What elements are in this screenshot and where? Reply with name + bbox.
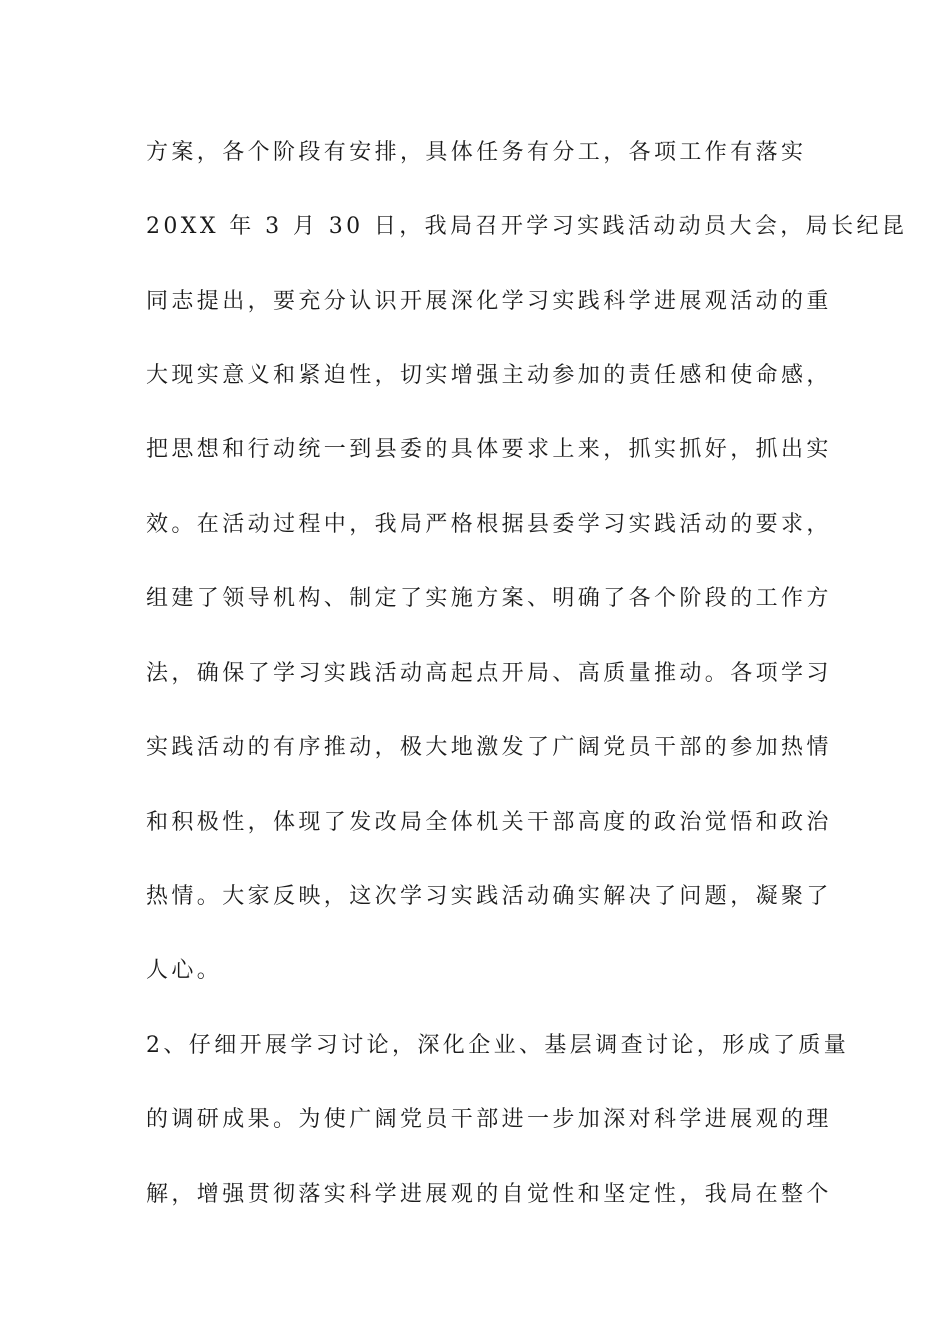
text-line: 大现实意义和紧迫性，切实增强主动参加的责任感和使命感，: [146, 363, 832, 388]
text-line: 组建了领导机构、制定了实施方案、明确了各个阶段的工作方: [146, 586, 832, 611]
text-line: 解，增强贯彻落实科学进展观的自觉性和坚定性，我局在整个: [146, 1182, 832, 1207]
text-line: 实践活动的有序推动，极大地激发了广阔党员干部的参加热情: [146, 735, 832, 760]
text-line: 法，确保了学习实践活动高起点开局、高质量推动。各项学习: [146, 661, 832, 686]
text-line: 2、仔细开展学习讨论，深化企业、基层调查讨论，形成了质量: [146, 1033, 850, 1058]
text-line: 方案，各个阶段有安排，具体任务有分工，各项工作有落实: [146, 140, 807, 165]
text-line: 热情。大家反映，这次学习实践活动确实解决了问题，凝聚了: [146, 884, 832, 909]
text-line: 同志提出，要充分认识开展深化学习实践科学进展观活动的重: [146, 289, 832, 314]
text-line: 人心。: [146, 958, 223, 983]
text-line: 效。在活动过程中，我局严格根据县委学习实践活动的要求，: [146, 512, 832, 537]
text-line: 的调研成果。为使广阔党员干部进一步加深对科学进展观的理: [146, 1107, 832, 1132]
text-line: 把思想和行动统一到县委的具体要求上来，抓实抓好，抓出实: [146, 437, 832, 462]
text-line: 和积极性，体现了发改局全体机关干部高度的政治觉悟和政治: [146, 810, 832, 835]
text-line: 20XX 年 3 月 30 日，我局召开学习实践活动动员大会，局长纪昆: [146, 214, 908, 239]
